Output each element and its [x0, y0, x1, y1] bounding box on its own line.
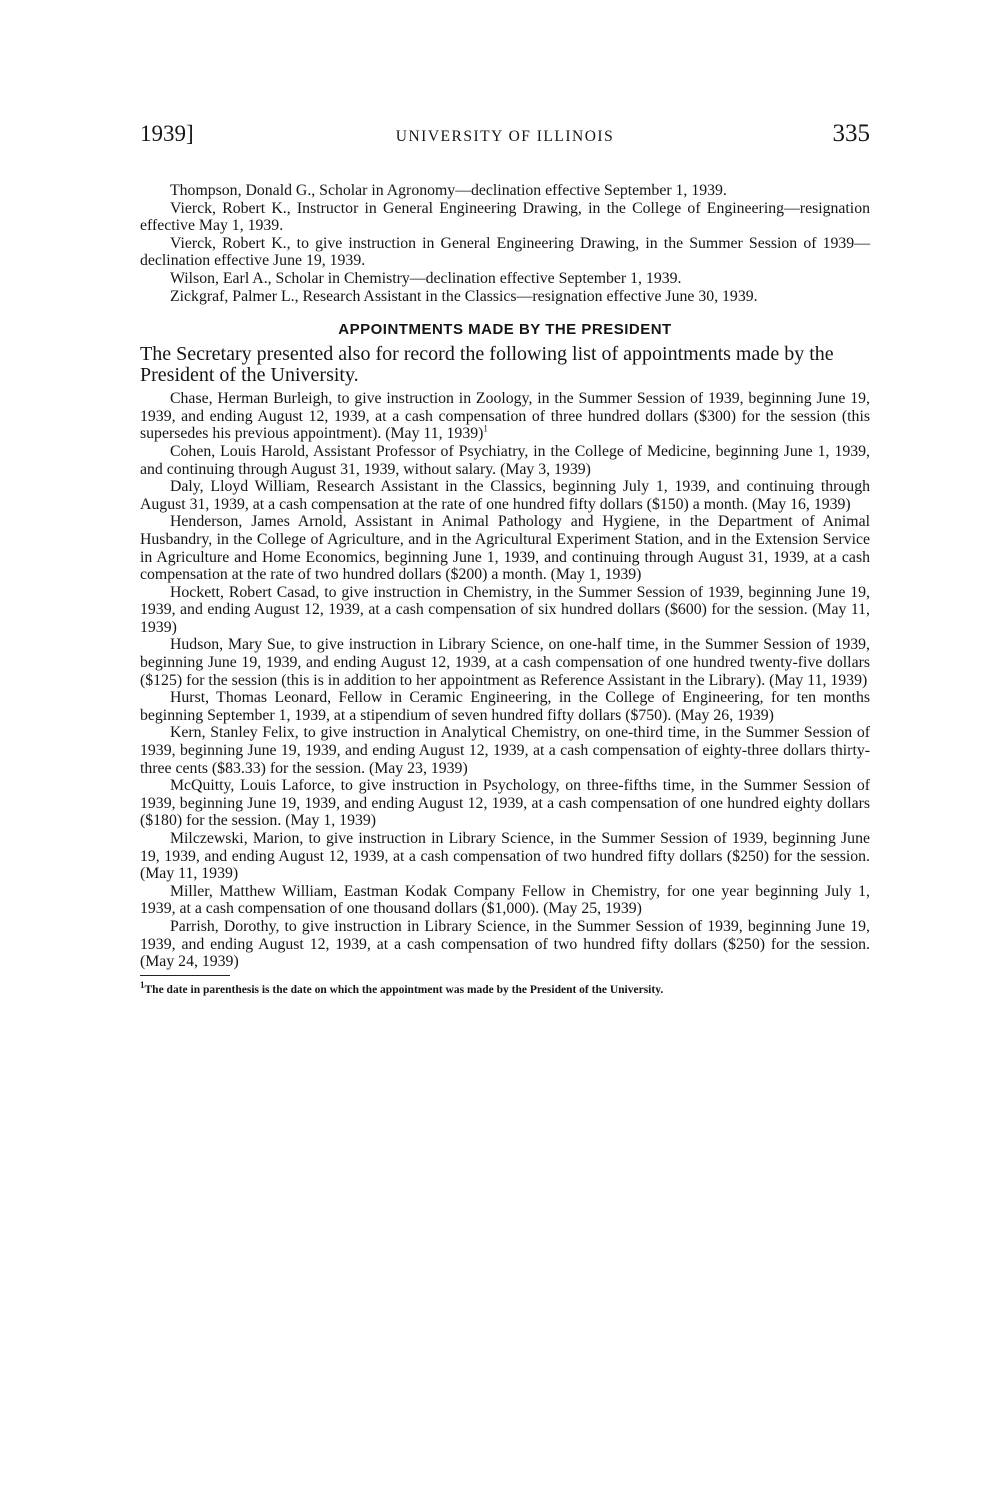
entry-vierck-summer: Vierck, Robert K., to give instruction in General Engineering Drawing, in the Summer Session of 1939—declination effective June 19, 1939. — [140, 234, 870, 270]
document-page — [140, 120, 870, 997]
appointments-list — [140, 390, 870, 971]
entry-thompson: Thompson, Donald G., Scholar in Agronomy—declination effective September 1, 1939. — [170, 182, 727, 199]
entry-miller: Miller, Matthew William, Eastman Kodak Company Fellow in Chemistry, for one year beginning July 1, 1939, at a cash compensation of one thousand dollars ($1,000). (May 25, 1939) — [140, 882, 870, 918]
header-title: UNIVERSITY OF ILLINOIS — [395, 128, 615, 145]
entry-kern: Kern, Stanley Felix, to give instruction in Analytical Chemistry, on one-third time, in the Summer Session of 1939, beginning June 19, 1939, and ending August 12, 1939, at a cash compensation of eighty-three dollars thirty-three cents ($83.33) for the session. (May 23, 1939) — [140, 724, 870, 777]
entry-cohen: Cohen, Louis Harold, Assistant Professor of Psychiatry, in the College of Medicine, beginning June 1, 1939, and continuing through August 31, 1939, without salary. (May 3, 1939) — [140, 442, 870, 478]
entry-daly: Daly, Lloyd William, Research Assistant in the Classics, beginning July 1, 1939, and continuing through August 31, 1939, at a cash compensation at the rate of one hundred fifty dollars ($150) a month. (May 16, 1939) — [140, 478, 870, 513]
section-title: APPOINTMENTS MADE BY THE PRESIDENT — [338, 321, 672, 339]
entry-hurst: Hurst, Thomas Leonard, Fellow in Ceramic Engineering, in the College of Engineering, for ten months beginning September 1, 1939, at a stipendium of seven hundred fifty dollars ($750). (May 26, 1939) — [140, 689, 870, 724]
entry-hudson: Hudson, Mary Sue, to give instruction in Library Science, on one-half time, in the Summer Session of 1939, beginning June 19, 1939, and ending August 12, 1939, at a cash compensation of one hundred twenty-five dollars ($125) for the session (this is in addition to her appointment as Reference Assistant in the Library). (May 11, 1939) — [140, 636, 870, 689]
entry-henderson: Henderson, James Arnold, Assistant in Animal Pathology and Hygiene, in the Department of Animal Husbandry, in the College of Agriculture, and in the Agricultural Experiment Station, and in the Extension Service in Agriculture and Home Economics, beginning June 1, 1939, and continuing through August 31, 1939, at a cash compensation at the rate of two hundred dollars ($200) a month. (May 1, 1939) — [140, 513, 870, 584]
entry-vierck-instructor: Vierck, Robert K., Instructor in General Engineering Drawing, in the College of Engineering—resignation effective May 1, 1939. — [140, 199, 870, 235]
entry-parrish: Parrish, Dorothy, to give instruction in Library Science, in the Summer Session of 1939, beginning June 19, 1939, and ending August 12, 1939, at a cash compensation of two hundred fifty dollars ($250) for the session. (May 24, 1939) — [140, 917, 870, 971]
entry-wilson: Wilson, Earl A., Scholar in Chemistry—declination effective September 1, 1939. — [170, 269, 682, 287]
entry-zickgraf: Zickgraf, Palmer L., Research Assistant in the Classics—resignation effective June 30, 1939. — [170, 287, 758, 305]
header-year: 1939] — [140, 121, 194, 146]
entry-hockett: Hockett, Robert Casad, to give instruction in Chemistry, in the Summer Session of 1939, beginning June 19, 1939, and ending August 12, 1939, at a cash compensation of six hundred dollars ($600) for the session. (May 11, 1939) — [140, 583, 870, 636]
entry-chase — [140, 390, 870, 443]
footnote — [140, 979, 870, 997]
running-header — [140, 120, 870, 148]
footnote-mark: 1 — [140, 979, 145, 990]
intro-paragraph: The Secretary presented also for record the following list of appointments made by the President of the University. — [140, 343, 834, 387]
page-number: 335 — [832, 120, 870, 147]
entry-milczewski: Milczewski, Marion, to give instruction in Library Science, in the Summer Session of 1939, beginning June 19, 1939, and ending August 12, 1939, at a cash compensation of two hundred fifty dollars ($250) for the session. (May 11, 1939) — [140, 830, 870, 883]
entry-mcquitty: McQuitty, Louis Laforce, to give instruction in Psychology, on three-fifths time, in the Summer Session of 1939, beginning June 19, 1939, and ending August 12, 1939, at a cash compensation of one hundred eighty dollars ($180) for the session. (May 1, 1939) — [140, 777, 870, 830]
entry-chase-text: Chase, Herman Burleigh, to give instruction in Zoology, in the Summer Session of 1939, beginning June 19, 1939, and ending August 12, 1939, at a cash compensation of three hundred dollars ($300) for the session (this supersedes his previous appointment). (May 11, 1939) — [140, 390, 870, 443]
footnote-text: The date in parenthesis is the date on which the appointment was made by the President of the University. — [144, 983, 664, 996]
footnote-divider — [140, 975, 230, 976]
top-entries — [140, 182, 870, 305]
footnote-reference: 1 — [483, 424, 488, 435]
